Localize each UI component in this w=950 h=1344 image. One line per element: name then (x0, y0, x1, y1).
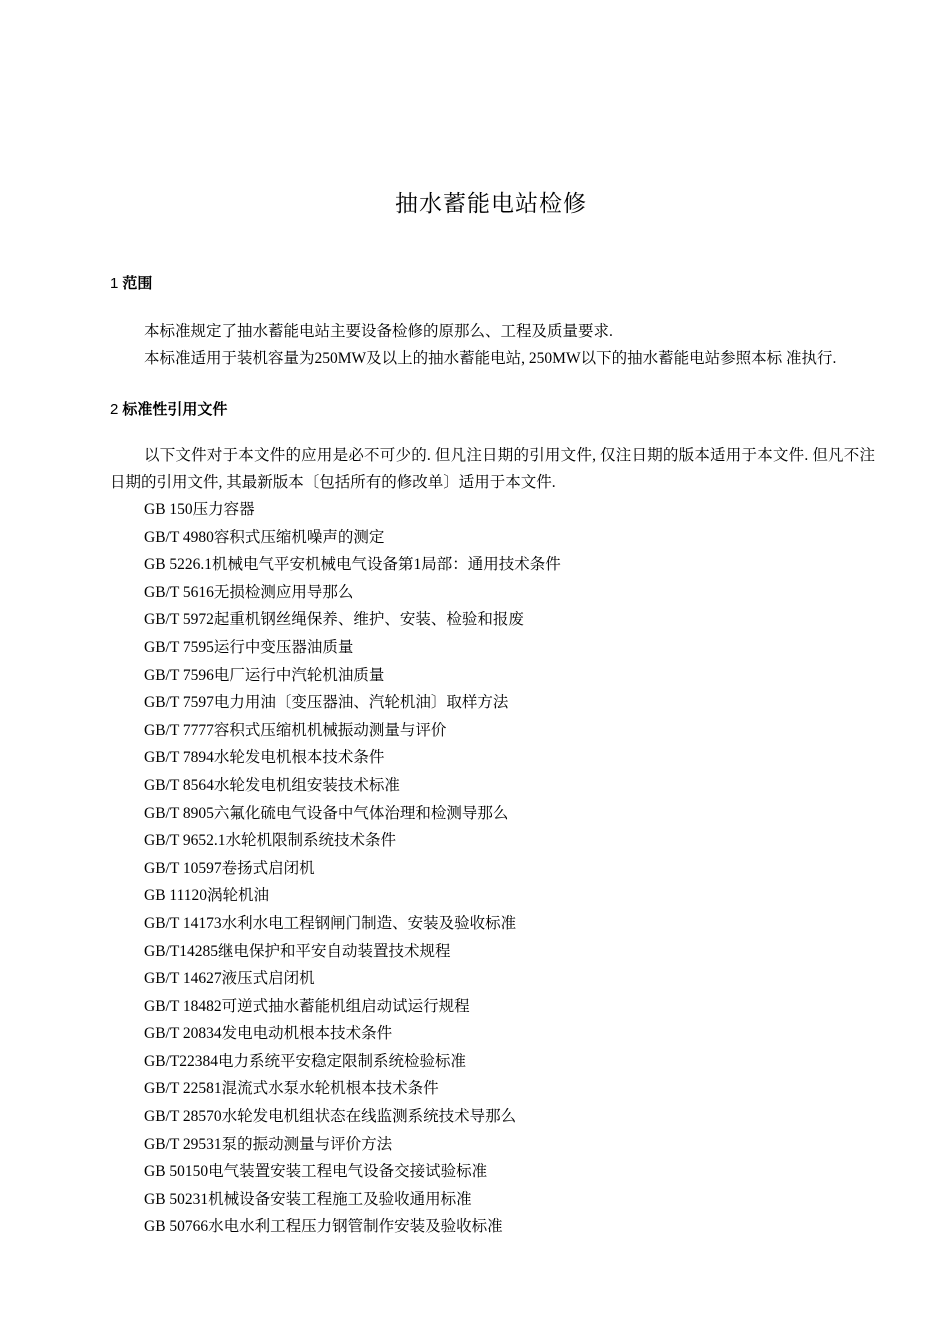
reference-item: GB/T 7894水轮发电机根本技术条件 (144, 749, 385, 767)
section-1-title: 范围 (122, 274, 153, 292)
reference-item: GB/T 9652.1水轮机限制系统技术条件 (144, 832, 397, 850)
reference-item: GB/T 14627液压式启闭机 (144, 970, 315, 988)
scope-paragraph-2: 本标准适用于装机容量为250MW及以上的抽水蓄能电站, 250MW以下的抽水蓄能电站参照本标 准执行. (144, 350, 837, 367)
reference-item: GB 50231机械设备安装工程施工及验收通用标准 (144, 1190, 472, 1208)
reference-item: GB/T22384电力系统平安稳定限制系统检验标准 (144, 1052, 467, 1070)
section-2-number: 2 (110, 401, 119, 418)
section-2-title: 标准性引用文件 (122, 400, 228, 418)
reference-item: GB/T 28570水轮发电机组状态在线监测系统技术导那么 (144, 1108, 517, 1126)
section-1-heading (110, 272, 152, 295)
document-title: 抽水蓄能电站检修 (395, 191, 587, 217)
reference-item: GB/T 22581混流式水泵水轮机根本技术条件 (144, 1080, 439, 1098)
reference-item: GB 50150电气装置安装工程电气设备交接试验标准 (144, 1163, 488, 1181)
reference-item: GB/T 5616无损检测应用导那么 (144, 583, 354, 601)
reference-item: GB 11120涡轮机油 (144, 887, 270, 905)
reference-item: GB/T 10597卷扬式启闭机 (144, 859, 315, 877)
reference-item: GB/T 7777容积式压缩机机械振动测量与评价 (144, 721, 447, 739)
reference-item: GB 5226.1机械电气平安机械电气设备第1局部：通用技术条件 (144, 556, 561, 574)
reference-item: GB/T 29531泵的振动测量与评价方法 (144, 1135, 393, 1153)
references-intro-paragraph: 以下文件对于本文件的应用是必不可少的. 但凡注日期的引用文件, 仅注日期的版本适用于本文件. 但凡不注日期的引用文件, 其最新版本〔包括所有的修改单〕适用于本文件. (110, 447, 875, 491)
reference-item: GB/T 7596电厂运行中汽轮机油质量 (144, 666, 385, 684)
reference-item: GB/T14285继电保护和平安自动装置技术规程 (144, 942, 451, 960)
reference-item: GB/T 7595运行中变压器油质量 (144, 638, 354, 656)
reference-item: GB/T 20834发电电动机根本技术条件 (144, 1025, 393, 1043)
reference-item: GB/T 4980容积式压缩机噪声的测定 (144, 528, 385, 546)
scope-paragraph-1: 本标准规定了抽水蓄能电站主要设备检修的原那么、工程及质量要求. (144, 323, 613, 340)
reference-item: GB 50766水电水利工程压力钢管制作安装及验收标准 (144, 1218, 503, 1236)
normative-references-list (144, 496, 561, 1241)
reference-item: GB/T 8905六氟化硫电气设备中气体治理和检测导那么 (144, 804, 509, 822)
reference-item: GB/T 8564水轮发电机组安装技术标准 (144, 776, 400, 794)
section-2-heading (110, 398, 227, 421)
reference-item: GB 150压力容器 (144, 501, 255, 518)
reference-item: GB/T 7597电力用油〔变压器油、汽轮机油〕取样方法 (144, 694, 509, 712)
reference-item: GB/T 5972起重机钢丝绳保养、维护、安装、检验和报废 (144, 611, 524, 629)
section-1-number: 1 (110, 275, 119, 292)
reference-item: GB/T 14173水利水电工程钢闸门制造、安装及验收标准 (144, 914, 517, 932)
reference-item: GB/T 18482可逆式抽水蓄能机组启动试运行规程 (144, 997, 470, 1015)
